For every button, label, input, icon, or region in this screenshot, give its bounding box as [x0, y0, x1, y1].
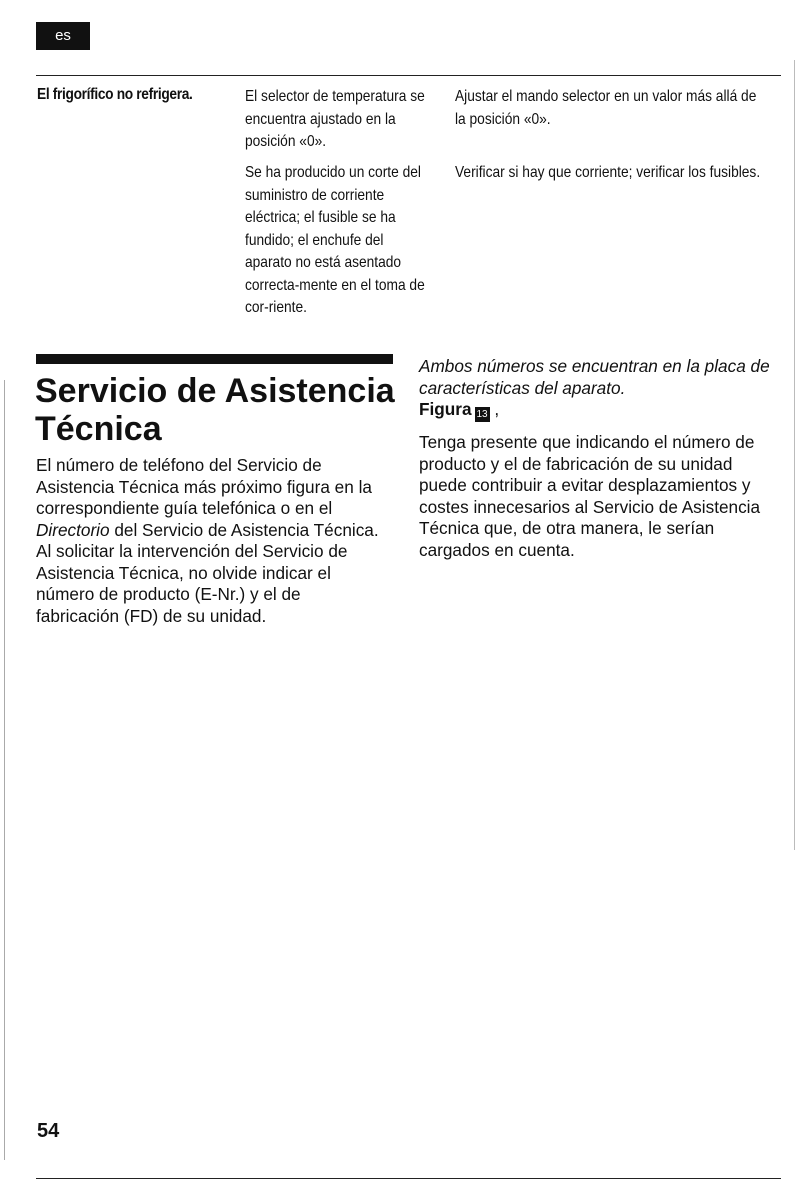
- service-column-right: [419, 356, 779, 561]
- directory-term: Directorio: [36, 519, 110, 540]
- service-paragraph-3: Tenga presente que indicando el número de producto y el de fabricación de su unidad puede contribuir a evitar desplazamientos y costes innecesarios al Servicio de Asistencia Técnica que, de otra manera, le serían cargados en cuenta.: [419, 432, 761, 560]
- section-rule: [36, 354, 393, 364]
- figure-reference: Figura 13 ,: [419, 399, 500, 420]
- cause-1: El selector de temperatura se encuentra ajustado en la posición «0».: [245, 88, 425, 150]
- remedy-1: Ajustar el mando selector en un valor más allá de la posición «0».: [455, 88, 757, 128]
- service-paragraph-1: El número de teléfono del Servicio de Asistencia Técnica más próximo figura en la correspondiente guía telefónica o en el Directorio del Servicio de Asistencia Técnica. Al solicitar la intervención del Servicio de Asistencia Técnica, no olvide indicar el número de producto (E-Nr.) y el de fabricación (FD) de su unidad.: [36, 455, 379, 626]
- cause-2: Se ha producido un corte del suministro de corriente eléctrica; el fusible se ha fundido; el enchufe del aparato no está asentado correcta-mente en el toma de cor-riente.: [245, 164, 425, 316]
- scan-edge-right: [794, 60, 795, 850]
- language-tag: es: [36, 22, 90, 50]
- scan-edge-left: [4, 380, 5, 1160]
- page-number: 54: [37, 1120, 60, 1142]
- section-title: Servicio de Asistencia Técnica: [35, 372, 395, 448]
- problem-heading: El frigorífico no refrigera.: [37, 86, 193, 103]
- footer-rule: [36, 1178, 781, 1179]
- service-paragraph-2: Ambos números se encuentran en la placa de características del aparato.: [419, 356, 770, 398]
- remedy-2: Verificar si hay que corriente; verificar los fusibles.: [455, 164, 761, 181]
- figure-number-box: 13: [476, 409, 488, 420]
- header-rule: [36, 75, 781, 76]
